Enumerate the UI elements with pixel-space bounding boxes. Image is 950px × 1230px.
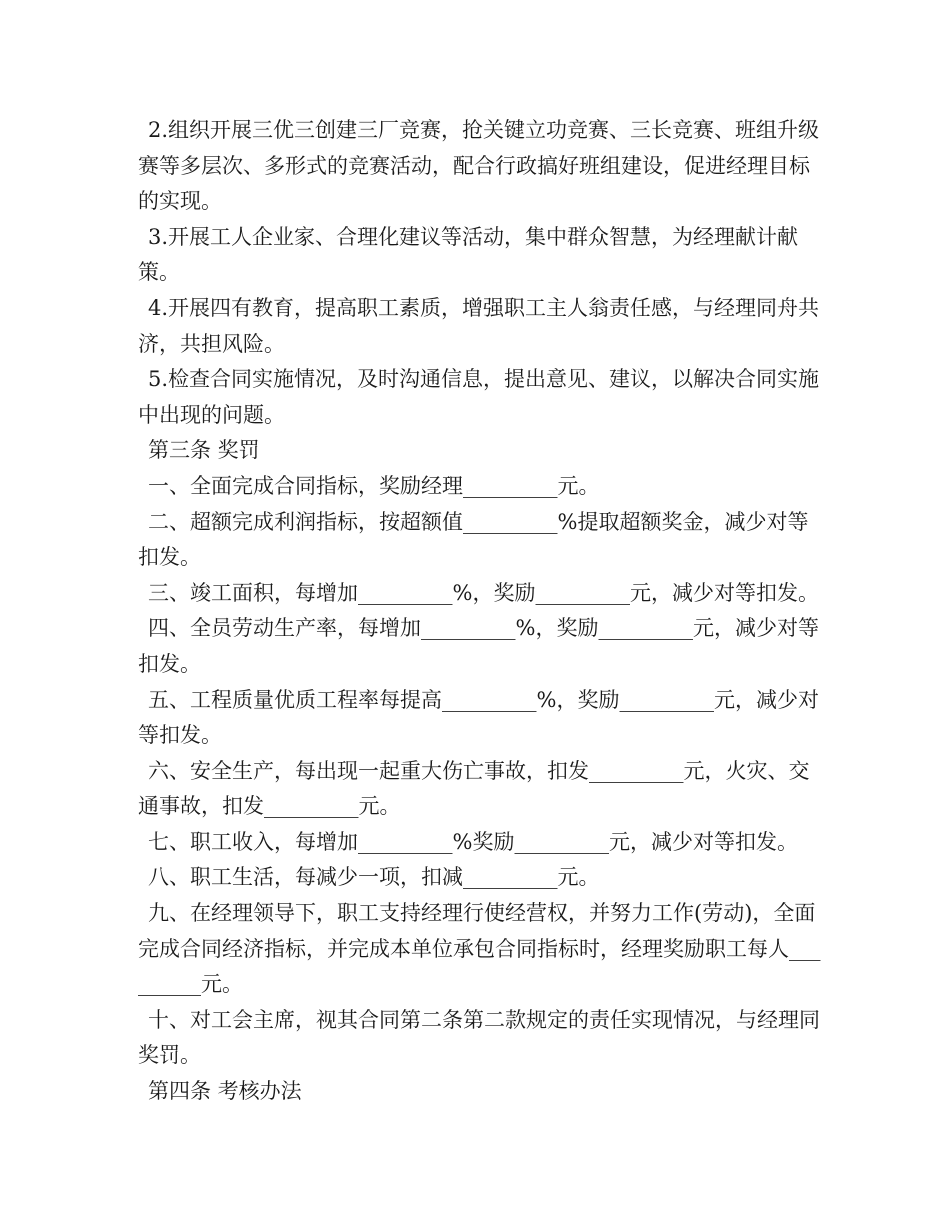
reward-clause-8: 八、职工生活，每减少一项，扣减_________元。 [148,865,600,890]
paragraph-item-4: 4.开展四有教育，提高职工素质，增强职工主人翁责任感，与经理同舟共济，共担风险。 [138,295,820,356]
reward-clause-3: 三、竣工面积，每增加_________%，奖励_________元，减少对等扣发。 [148,580,819,605]
reward-clause-7: 七、职工收入，每增加_________%奖励_________元，减少对等扣发。 [148,829,798,854]
paragraph-item-5: 5.检查合同实施情况，及时沟通信息，提出意见、建议，以解决合同实施中出现的问题。 [138,367,820,427]
reward-clause-2: 二、超额完成利润指标，按超额值_________%提取超额奖金，减少对等扣发。 [138,509,809,570]
reward-clause-9: 九、在经理领导下，职工支持经理行使经营权，并努力工作(劳动)，全面完成合同经济指标，并完成本单位承包合同指标时，经理奖励职工每人_________元。 [138,901,821,997]
document-body [138,113,828,1110]
reward-clause-1: 一、全面完成合同指标，奖励经理_________元。 [148,473,600,498]
article-heading-4: 第四条 考核办法 [148,1079,302,1104]
reward-clause-6: 六、安全生产，每出现一起重大伤亡事故，扣发_________元，火灾、交通事故，扣发_________元。 [138,758,810,819]
reward-clause-4: 四、全员劳动生产率，每增加_________%，奖励_________元，减少对等扣发。 [138,616,819,676]
paragraph-item-3: 3.开展工人企业家、合理化建议等活动，集中群众智慧，为经理献计献策。 [138,224,799,285]
paragraph-item-2: 2.组织开展三优三创建三厂竞赛，抢关键立功竞赛、三长竞赛、班组升级赛等多层次、多形式的竞赛活动，配合行政搞好班组建设，促进经理目标的实现。 [138,118,820,214]
reward-clause-5: 五、工程质量优质工程率每提高_________%，奖励_________元，减少对等扣发。 [138,687,819,748]
reward-clause-10: 十、对工会主席，视其合同第二条第二款规定的责任实现情况，与经理同奖罚。 [138,1007,820,1068]
article-heading-3: 第三条 奖罚 [148,438,260,463]
